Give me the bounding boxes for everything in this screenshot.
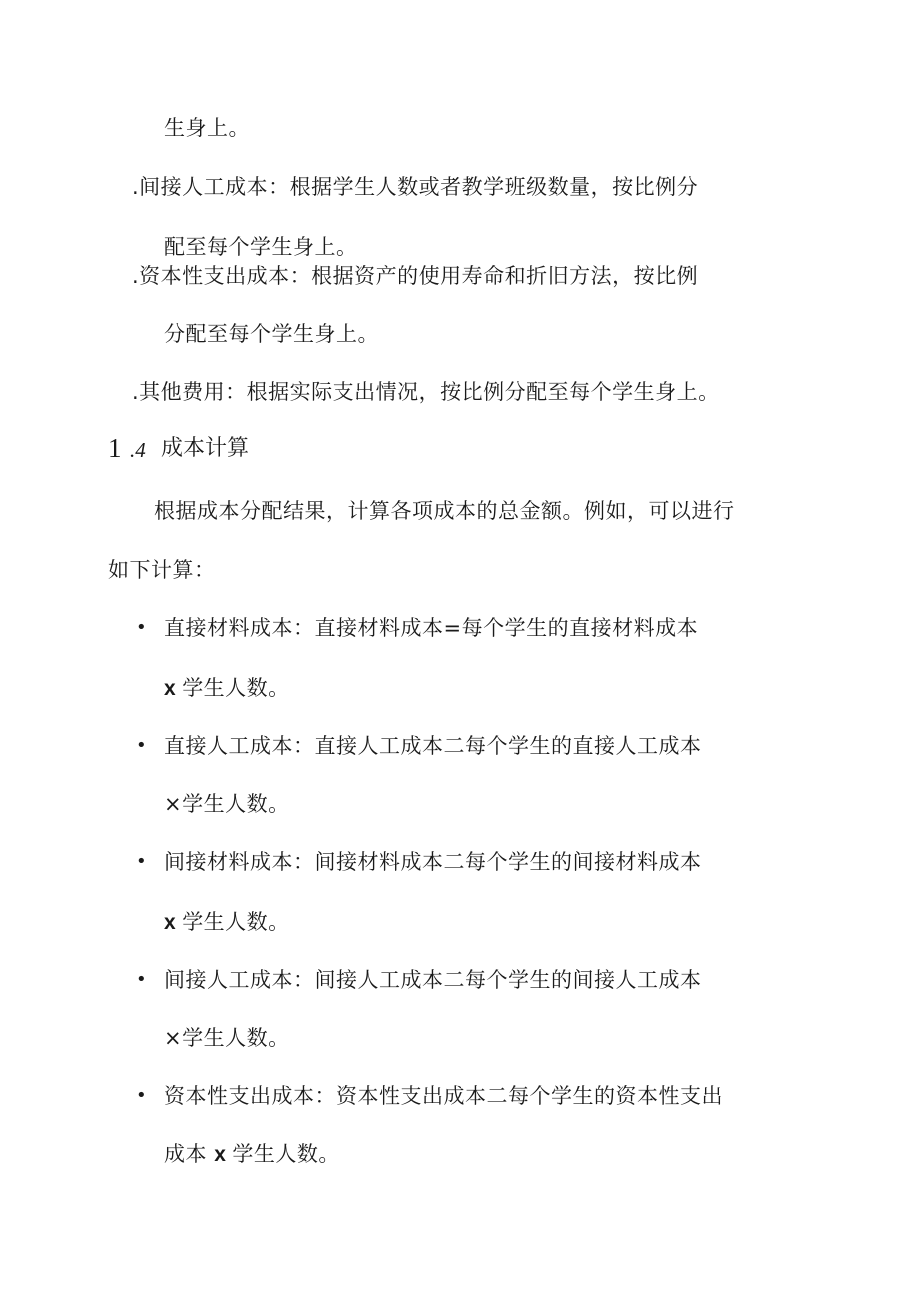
- list-item-line-2: [164, 908, 290, 937]
- intro-line-2: 如下计算：: [108, 558, 216, 582]
- bullet-icon: •: [136, 617, 147, 638]
- list-item-line-2: [164, 1140, 340, 1169]
- list-item-line-2: [164, 674, 290, 703]
- list-item-line-2: ×学生人数。: [164, 1026, 290, 1050]
- paragraph-line: 配至每个学生身上。: [164, 235, 358, 259]
- paragraph-line: .间接人工成本：根据学生人数或者教学班级数量，按比例分: [132, 175, 699, 199]
- section-number: 1: [108, 433, 122, 463]
- list-item-line-1: 直接人工成本：直接人工成本二每个学生的直接人工成本: [164, 734, 702, 758]
- paragraph-line: 分配至每个学生身上。: [164, 322, 379, 346]
- paragraph-line: .资本性支出成本：根据资产的使用寿命和折旧方法，按比例: [132, 264, 699, 288]
- bullet-icon: •: [136, 851, 147, 872]
- multiply-sign: x: [164, 677, 177, 700]
- list-item-line-1: 间接材料成本：间接材料成本二每个学生的间接材料成本: [164, 850, 702, 874]
- list-item-line-1: 资本性支出成本：资本性支出成本二每个学生的资本性支出: [164, 1084, 723, 1108]
- list-item-text: 学生人数。: [232, 1142, 340, 1166]
- bullet-icon: •: [136, 1085, 147, 1106]
- list-item-line-1: 直接材料成本：直接材料成本=每个学生的直接材料成本: [164, 616, 699, 640]
- list-item-line-1: 间接人工成本：间接人工成本二每个学生的间接人工成本: [164, 968, 702, 992]
- paragraph-line: .其他费用：根据实际支出情况，按比例分配至每个学生身上。: [132, 380, 720, 404]
- list-item-text: 学生人数。: [182, 910, 290, 934]
- intro-line-1: 根据成本分配结果，计算各项成本的总金额。例如，可以进行: [154, 499, 735, 523]
- section-title: 成本计算: [161, 436, 250, 461]
- list-item-text: 学生人数。: [182, 676, 290, 700]
- list-item-line-2: ×学生人数。: [164, 792, 290, 816]
- list-item-text: 成本: [164, 1142, 207, 1166]
- paragraph-line: 生身上。: [164, 116, 250, 140]
- bullet-icon: •: [136, 969, 147, 990]
- bullet-icon: •: [136, 735, 147, 756]
- multiply-sign: x: [214, 1143, 227, 1166]
- multiply-sign: x: [164, 911, 177, 934]
- section-subnumber: .4: [130, 438, 146, 462]
